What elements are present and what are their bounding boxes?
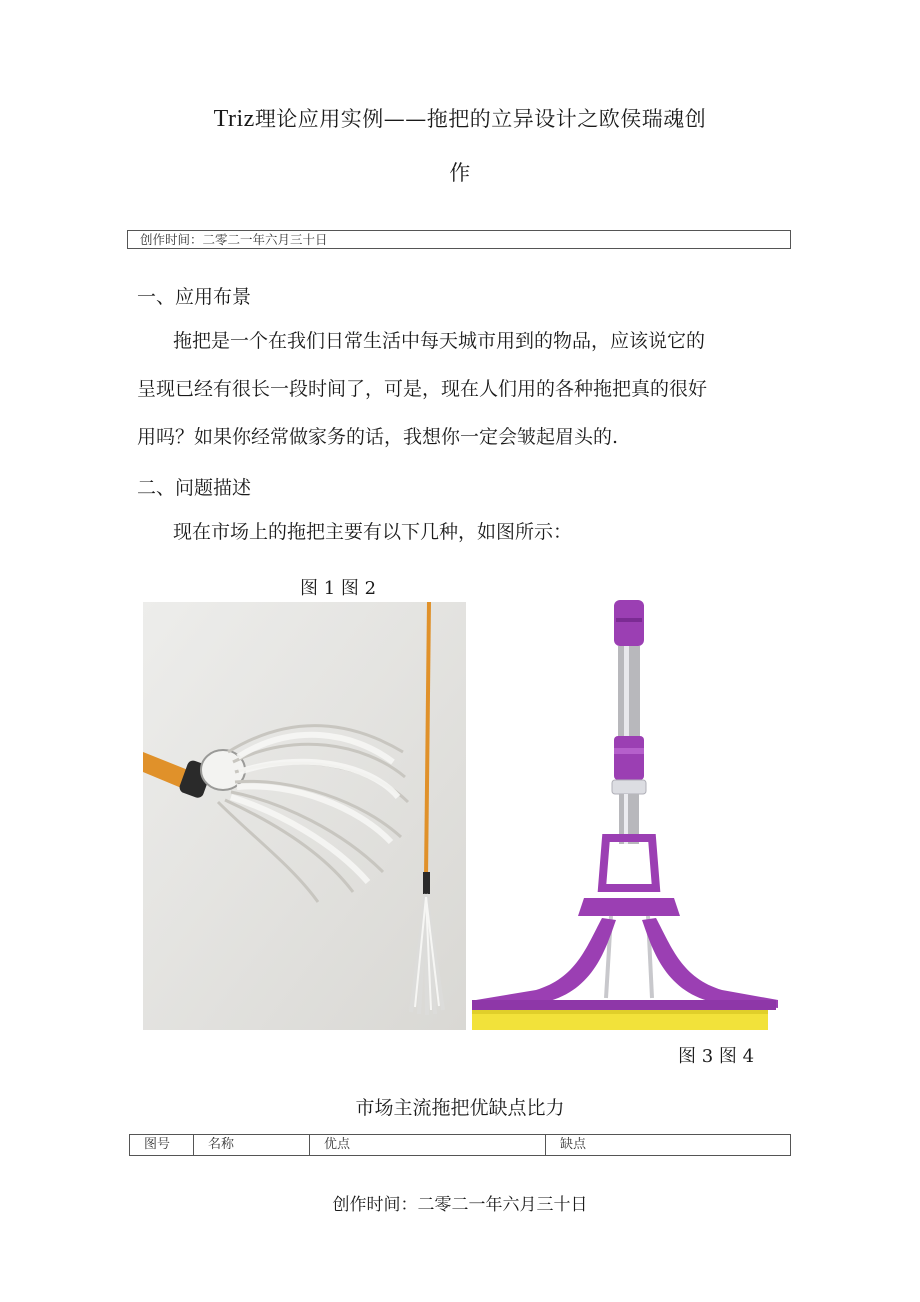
- section1-heading: 一、应用布景: [137, 286, 252, 308]
- para-line: 拖把是一个在我们日常生活中每天城市用到的物品，应该说它的: [173, 330, 706, 352]
- table-header-cell: 名称: [194, 1135, 310, 1155]
- para-line: 用吗？如果你经常做家务的话，我想你一定会皱起眉头的.: [137, 426, 619, 448]
- table-header-cell: 优点: [310, 1135, 546, 1155]
- section2-paragraph: 现在市场上的拖把主要有以下几种，如图所示：: [173, 521, 573, 543]
- title-rest: 理论应用实例——拖把的立异设计之欧侯瑞魂创: [254, 107, 707, 131]
- document-title-line2: 作: [449, 161, 471, 185]
- cotton-mop-photo: [143, 602, 466, 1030]
- table-header-cell: 缺点: [560, 1137, 587, 1152]
- document-title: [0, 103, 920, 133]
- comparison-table-header: [129, 1134, 791, 1156]
- figure-3-4-caption: 图 3 图 4: [678, 1046, 755, 1067]
- table-title: 市场主流拖把优缺点比力: [355, 1097, 565, 1119]
- title-latin: Triz: [213, 106, 255, 132]
- sponge-mop-photo: [466, 598, 780, 1034]
- cotton-mop-illustration: [143, 602, 466, 1030]
- table-header-cell: 图号: [130, 1135, 194, 1155]
- footer-creation-time: 创作时间：二零二一年六月三十日: [332, 1195, 588, 1215]
- creation-time-box: 创作时间：二零二一年六月三十日: [127, 230, 791, 249]
- figure-1-2-caption: 图 1 图 2: [300, 578, 377, 599]
- sponge-mop-illustration: [466, 598, 780, 1034]
- para-line: 呈现已经有很长一段时间了，可是，现在人们用的各种拖把真的很好: [137, 378, 708, 400]
- section1-paragraph: [137, 317, 787, 461]
- section2-heading: 二、问题描述: [137, 477, 252, 499]
